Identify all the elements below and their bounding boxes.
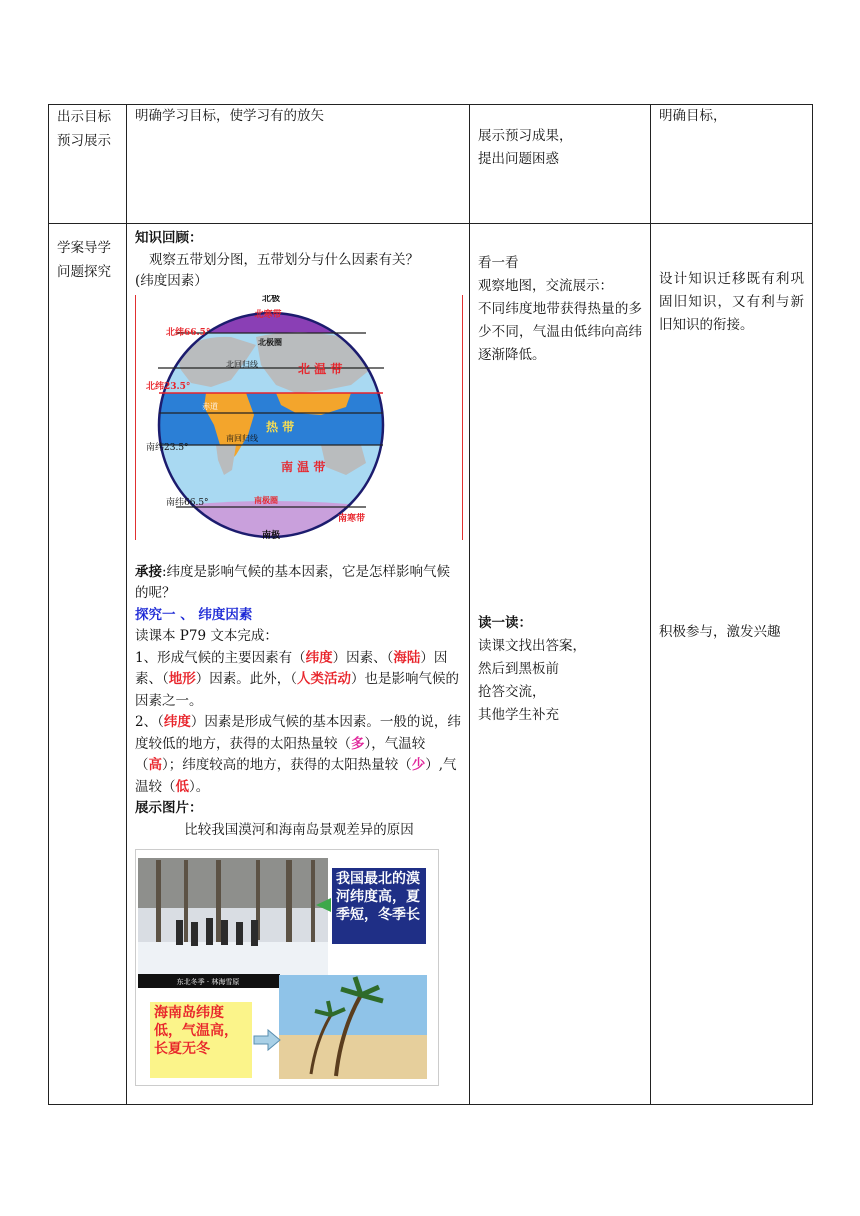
- student-activity-title: 读一读：: [478, 615, 532, 631]
- south-pole-label: 南极: [261, 530, 281, 540]
- student-activity-title: 看一看: [478, 255, 519, 271]
- globe-diagram: [136, 295, 462, 540]
- student-activity-text: 不同纬度地带获得热量的多少不同，气温由低纬向高纬逐渐降低。: [478, 301, 642, 363]
- answer-blank: 多: [351, 735, 365, 752]
- north-temperate-zone-label: 北 温 带: [298, 361, 343, 376]
- student-cell: [470, 224, 651, 1105]
- student-text-line: 展示预习成果，: [478, 128, 573, 144]
- lat-n23-label: 北纬23.5°: [146, 381, 191, 392]
- student-text-line: 提出问题困惑: [478, 151, 559, 167]
- hainan-text: 海南岛纬度低，气温高，长夏无冬: [154, 1005, 238, 1057]
- content-text: 明确学习目标，使学习有的放矢: [135, 108, 324, 124]
- answer-blank: 地形: [168, 671, 196, 687]
- answer-blank: 纬度: [305, 649, 333, 666]
- student-activity-text: 读课文找出答案，: [478, 638, 586, 654]
- lat-s66-label: 南纬66.5°: [166, 497, 209, 508]
- tropical-zone-label: 热 带: [266, 419, 295, 434]
- student-activity-text: 抢答交流，: [478, 684, 546, 700]
- table-row: [49, 224, 813, 1105]
- tropic-capricorn-label: 南回归线: [226, 433, 258, 443]
- read-instruction: 读课本 P79 文本完成：: [135, 628, 278, 644]
- photo-collage: [136, 850, 438, 1085]
- stage-label: 出示目标预习展示: [57, 109, 111, 149]
- snow-photo-caption: 东北冬季 · 林海雪原: [176, 978, 240, 986]
- review-title: 知识回顾：: [135, 230, 203, 246]
- question-2: 2、（纬度）因素是形成气候的基本因素。一般的说，纬度较低的地方，获得的太阳热量较（多），气温较（高）；纬度较高的地方，获得的太阳热量较（少）,气温较（低）。: [135, 714, 461, 795]
- lat-n66-label: 北纬66.5°: [166, 327, 211, 338]
- design-cell: [651, 224, 813, 1105]
- stage-label-cell: [49, 105, 127, 224]
- answer-blank: 低: [175, 778, 189, 795]
- review-answer: (纬度因素）: [135, 273, 208, 289]
- content-cell: [127, 224, 470, 1105]
- content-cell: [127, 105, 470, 224]
- answer-blank: 少: [411, 757, 426, 773]
- compare-title: 比较我国漠河和海南岛景观差异的原因: [184, 821, 414, 838]
- answer-blank: 纬度: [163, 714, 191, 730]
- five-zones-map: [135, 295, 463, 540]
- review-question: 观察五带划分图，五带划分与什么因素有关？: [149, 251, 419, 268]
- explore-title: 探究一 、 纬度因素: [135, 606, 253, 623]
- mohe-text: 我国最北的漠河纬度高，夏季短，冬季长: [336, 871, 420, 923]
- table-row: [49, 105, 813, 224]
- answer-blank: 海陆: [393, 649, 421, 666]
- design-text: 明确目标，: [659, 108, 727, 124]
- south-cold-zone-label: 南寒带: [338, 513, 366, 524]
- answer-blank: 高: [148, 757, 162, 773]
- antarctic-circle-label: 南极圈: [254, 494, 278, 505]
- arctic-circle-label: 北极圈: [258, 336, 282, 347]
- north-cold-zone-label: 北寒带: [254, 309, 282, 320]
- design-intent-text: 积极参与，激发兴趣: [659, 624, 781, 640]
- student-cell: [470, 105, 651, 224]
- north-pole-label: 北极: [261, 294, 281, 304]
- student-activity-text: 其他学生补充: [478, 707, 559, 723]
- south-temperate-zone-label: 南 温 带: [281, 459, 326, 474]
- show-title: 展示图片：: [135, 800, 203, 816]
- equator-label: 赤道: [202, 401, 218, 411]
- question-1: 1、形成气候的主要因素有（纬度）因素、（海陆）因素、（地形）因素。此外，（人类活动）也是影响气候的因素之一。: [135, 649, 459, 709]
- tropic-cancer-label: 北回归线: [226, 359, 258, 369]
- stage-label-cell: [49, 224, 127, 1105]
- stage-label: 学案导学问题探究: [57, 240, 111, 280]
- transition-label: 承接: [135, 563, 162, 580]
- student-activity-text: 观察地图，交流展示：: [478, 278, 613, 294]
- lat-s23-label: 南纬23.5°: [146, 442, 189, 453]
- design-cell: [651, 105, 813, 224]
- answer-blank: 人类活动: [297, 671, 351, 687]
- student-activity-text: 然后到黑板前: [478, 661, 559, 677]
- design-intent-text: 设计知识迁移既有利巩固旧知识，又有利与新旧知识的衔接。: [659, 271, 804, 333]
- lesson-plan-table: [48, 104, 813, 1105]
- comparison-photos: [135, 849, 439, 1086]
- transition-text: :纬度是影响气候的基本因素，它是怎样影响气候的呢？: [135, 563, 451, 601]
